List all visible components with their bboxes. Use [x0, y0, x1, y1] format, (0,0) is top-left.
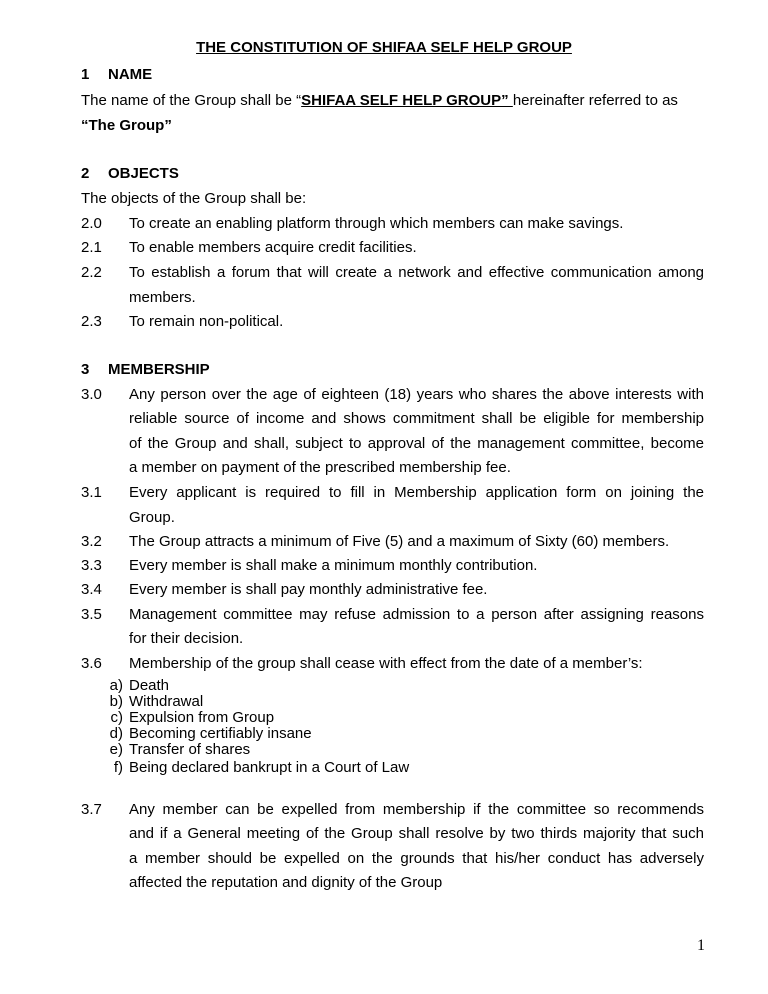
- item-text: To remain non-political.: [129, 313, 284, 330]
- list-item: Death: [129, 677, 170, 694]
- item-text: Any member can be expelled from membership if the committee so recommends: [129, 801, 704, 818]
- group-name: SHIFAA SELF HELP GROUP”: [301, 92, 513, 109]
- item-number: 2.2: [81, 264, 102, 281]
- document-title: THE CONSTITUTION OF SHIFAA SELF HELP GROUP: [196, 39, 572, 56]
- list-letter: d): [109, 725, 123, 742]
- item-text: a member should be expelled on the grounds that his/her conduct has adversely: [129, 850, 704, 867]
- item-text: and if a General meeting of the Group shall resolve by two thirds majority that such: [129, 825, 704, 842]
- item-text: Every member is shall make a minimum monthly contribution.: [129, 557, 538, 574]
- item-text: Every member is shall pay monthly administrative fee.: [129, 581, 488, 598]
- objects-intro: The objects of the Group shall be:: [81, 190, 307, 207]
- item-text: Membership of the group shall cease with effect from the date of a member’s:: [129, 655, 643, 672]
- section-3-number: 3: [81, 361, 90, 378]
- item-number: 3.0: [81, 386, 102, 403]
- list-letter: c): [110, 709, 123, 726]
- item-text: Group.: [129, 509, 175, 526]
- item-number: 3.5: [81, 606, 102, 623]
- list-letter: e): [109, 741, 123, 758]
- page-number: 1: [697, 937, 705, 954]
- item-text: of the Group and shall, subject to approval of the management committee, become: [129, 435, 704, 452]
- section-1-heading: NAME: [108, 66, 153, 83]
- item-number: 3.4: [81, 581, 102, 598]
- list-item: Becoming certifiably insane: [129, 725, 312, 742]
- item-text: members.: [129, 289, 196, 306]
- list-item: Transfer of shares: [129, 741, 251, 758]
- item-number: 3.3: [81, 557, 102, 574]
- item-text: a member on payment of the prescribed membership fee.: [129, 459, 511, 476]
- section-1-number: 1: [81, 66, 90, 83]
- group-reference: “The Group”: [81, 117, 172, 134]
- item-number: 3.7: [81, 801, 102, 818]
- item-number: 2.3: [81, 313, 102, 330]
- section-2-heading: OBJECTS: [108, 165, 179, 182]
- name-text-before: The name of the Group shall be “: [81, 92, 302, 109]
- section-3-heading: MEMBERSHIP: [108, 361, 210, 378]
- item-number: 3.2: [81, 533, 102, 550]
- item-text: for their decision.: [129, 630, 244, 647]
- item-number: 2.1: [81, 239, 102, 256]
- item-text: reliable source of income and shows commitment shall be eligible for membership: [129, 410, 704, 427]
- list-letter: f): [113, 759, 123, 776]
- list-item: Withdrawal: [129, 693, 204, 710]
- section-2-number: 2: [81, 165, 90, 182]
- item-number: 3.6: [81, 655, 102, 672]
- list-letter: a): [109, 677, 123, 694]
- section-1-text: [81, 92, 678, 109]
- list-letter: b): [109, 693, 123, 710]
- item-number: 3.1: [81, 484, 102, 501]
- item-text: To establish a forum that will create a network and effective communication among: [129, 264, 704, 281]
- name-text-after: hereinafter referred to as: [512, 92, 678, 109]
- item-text: The Group attracts a minimum of Five (5) and a maximum of Sixty (60) members.: [129, 533, 670, 550]
- list-item: Expulsion from Group: [129, 709, 275, 726]
- item-text: Management committee may refuse admission to a person after assigning reasons: [129, 606, 704, 623]
- item-text: To enable members acquire credit facilities.: [129, 239, 417, 256]
- item-text: To create an enabling platform through which members can make savings.: [129, 215, 624, 232]
- item-number: 2.0: [81, 215, 102, 232]
- item-text: Any person over the age of eighteen (18) years who shares the above interests with: [129, 386, 704, 403]
- item-text: affected the reputation and dignity of the Group: [129, 874, 443, 891]
- item-text: Every applicant is required to fill in Membership application form on joining the: [129, 484, 704, 501]
- list-item: Being declared bankrupt in a Court of Law: [129, 759, 410, 776]
